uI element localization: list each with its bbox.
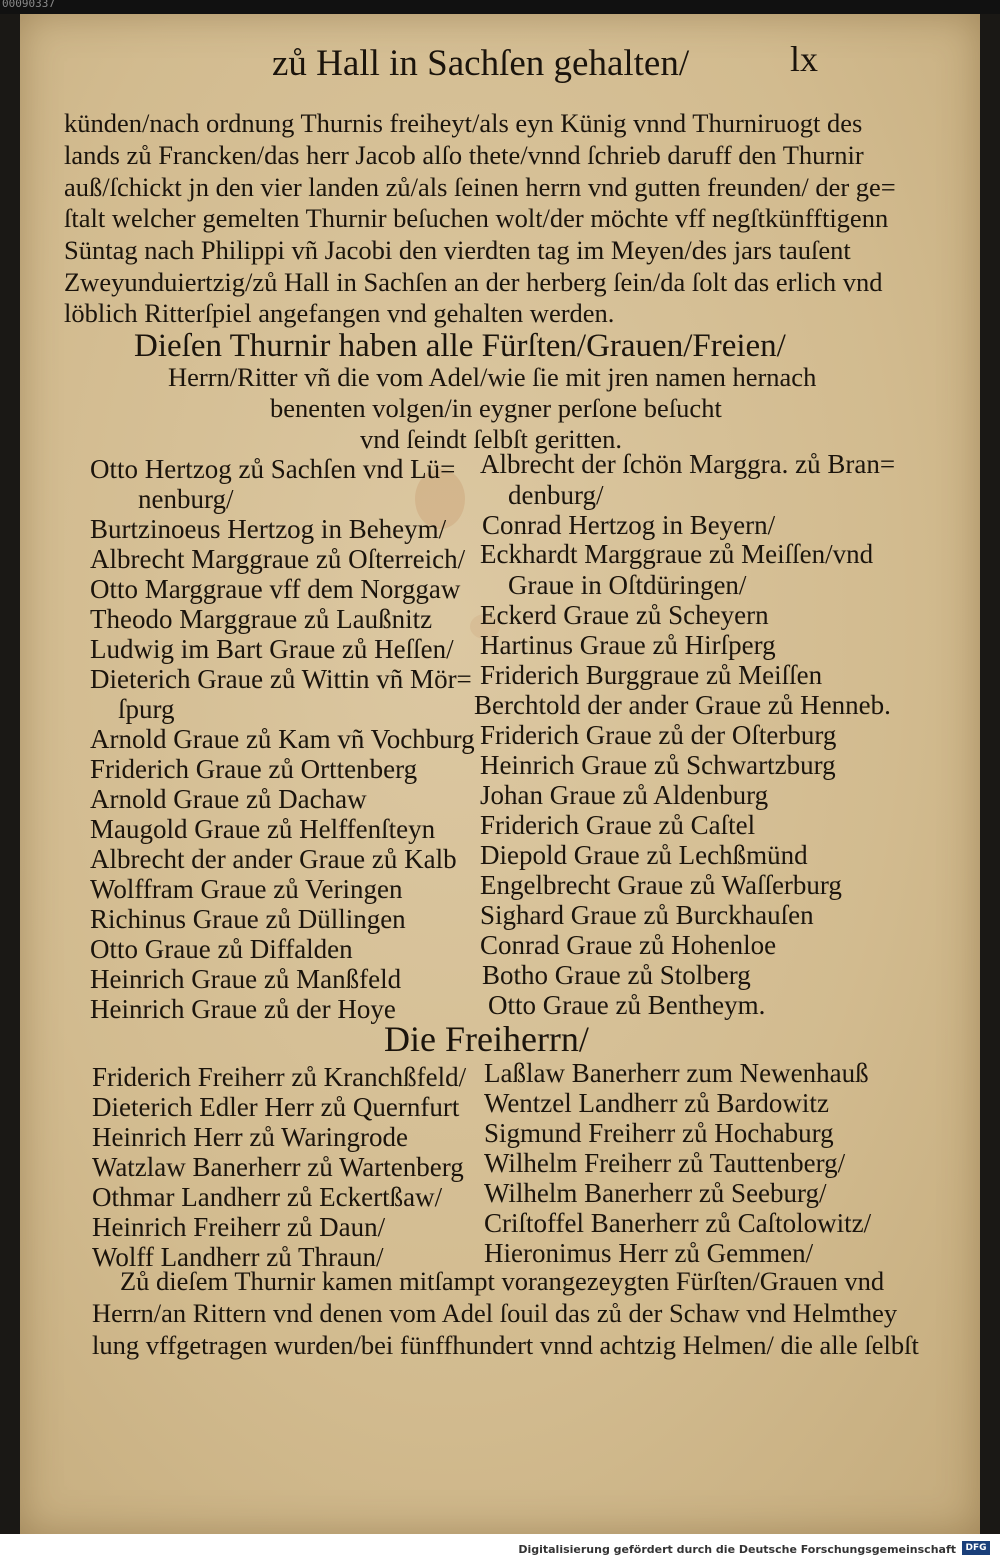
- intro-line: Süntag nach Philippi vñ Jacobi den vierdten tag im Meyen/des jars tauſent: [64, 235, 851, 265]
- noble-name: denburg/: [508, 480, 604, 510]
- closing-line: Herrn/an Rittern vnd denen vom Adel ſouil das zů der Schaw vnd Helmthey: [92, 1298, 898, 1328]
- noble-name: Burtzinoeus Hertzog in Beheym/: [90, 514, 447, 544]
- noble-name: Otto Marggraue vff dem Norggaw: [90, 574, 461, 604]
- noble-name: Richinus Graue zů Düllingen: [90, 904, 406, 934]
- noble-name: Dieterich Graue zů Wittin vñ Mör=: [90, 664, 472, 694]
- dfg-logo: DFG: [962, 1541, 990, 1555]
- section-heading-line: Herrn/Ritter vñ die vom Adel/wie ſie mit jren namen hernach: [168, 362, 817, 392]
- noble-name: Engelbrecht Graue zů Waſſerburg: [480, 870, 842, 900]
- noble-name: Diepold Graue zů Lechßmünd: [480, 840, 808, 870]
- noble-name: Eckerd Graue zů Scheyern: [480, 600, 769, 630]
- closing-line: Zů dieſem Thurnir kamen mitſampt vorangezeygten Fürſten/Grauen vnd: [120, 1266, 885, 1296]
- intro-line: auß/ſchickt jn den vier landen zů/als ſeinen herrn vnd gutten freunden/ der ge=: [64, 172, 896, 202]
- noble-name: Heinrich Graue zů Schwartzburg: [480, 750, 836, 780]
- intro-line: lands zů Francken/das herr Jacob alſo thete/vnnd ſchrieb daruff den Thurnir: [64, 140, 864, 170]
- intro-line: löblich Ritterſpiel angefangen vnd gehalten werden.: [64, 298, 615, 328]
- noble-name: Friderich Graue zů Caſtel: [480, 810, 756, 840]
- freiherr-name: Othmar Landherr zů Eckertßaw/: [92, 1182, 443, 1212]
- freiherrn-heading: Die Freiherrn/: [384, 1019, 589, 1059]
- noble-name: Sighard Graue zů Burckhauſen: [480, 900, 814, 930]
- noble-name: Conrad Hertzog in Beyern/: [482, 510, 776, 540]
- noble-name: Otto Graue zů Diffalden: [90, 934, 353, 964]
- freiherr-name: Wolff Landherr zů Thraun/: [92, 1242, 384, 1272]
- intro-line: ſtalt welcher gemelten Thurnir beſuchen wolt/der möchte vff negſtkünfftigenn: [64, 203, 889, 233]
- section-heading: Dieſen Thurnir haben alle Fürſten/Grauen/Freien/: [134, 328, 786, 364]
- section-heading-line: vnd ſeindt ſelbſt geritten.: [360, 424, 622, 454]
- noble-name: Heinrich Graue zů der Hoye: [90, 994, 396, 1024]
- noble-name: Botho Graue zů Stolberg: [482, 960, 751, 990]
- footer-bar: [0, 1534, 1000, 1562]
- freiherr-name: Heinrich Herr zů Waringrode: [92, 1122, 408, 1152]
- noble-name: Eckhardt Marggraue zů Meiſſen/vnd: [480, 539, 874, 569]
- noble-name: Berchtold der ander Graue zů Henneb.: [474, 690, 891, 720]
- freiherr-name: Hieronimus Herr zů Gemmen/: [484, 1238, 814, 1268]
- freiherr-name: Criſtoffel Banerherr zů Caſtolowitz/: [484, 1208, 872, 1238]
- running-head: zů Hall in Sachſen gehalten/: [272, 43, 690, 84]
- noble-name: Graue in Oſtdüringen/: [508, 570, 747, 600]
- noble-name: Heinrich Graue zů Manßfeld: [90, 964, 402, 994]
- noble-name: Johan Graue zů Aldenburg: [480, 780, 769, 810]
- noble-name: Friderich Graue zů der Oſterburg: [480, 720, 837, 750]
- noble-name: ſpurg: [118, 694, 175, 724]
- noble-name: Friderich Graue zů Orttenberg: [90, 754, 418, 784]
- noble-name: Theodo Marggraue zů Laußnitz: [90, 604, 433, 634]
- noble-name: Conrad Graue zů Hohenloe: [480, 930, 777, 960]
- freiherr-name: Wilhelm Banerherr zů Seeburg/: [484, 1178, 827, 1208]
- noble-name: Friderich Burggraue zů Meiſſen: [480, 660, 823, 690]
- freiherr-name: Laßlaw Banerherr zum Newenhauß: [484, 1058, 869, 1088]
- noble-name: Wolffram Graue zů Veringen: [90, 874, 403, 904]
- scan-top-bar: [0, 0, 1000, 14]
- closing-line: lung vffgetragen wurden/bei fünffhundert vnnd achtzig Helmen/ die alle ſelbſt: [92, 1330, 919, 1360]
- freiherr-name: Wilhelm Freiherr zů Tauttenberg/: [484, 1148, 846, 1178]
- freiherr-name: Watzlaw Banerherr zů Wartenberg: [92, 1152, 464, 1182]
- noble-name: Arnold Graue zů Kam vñ Vochburg: [90, 724, 475, 754]
- intro-line: künden/nach ordnung Thurnis freiheyt/als eyn Künig vnnd Thurniruogt des: [64, 108, 863, 138]
- folio-number: lx: [790, 39, 819, 79]
- intro-line: Zweyunduiertzig/zů Hall in Sachſen an der herberg ſein/da ſolt das erlich vnd: [64, 267, 883, 297]
- freiherr-name: Wentzel Landherr zů Bardowitz: [484, 1088, 829, 1118]
- noble-name: Hartinus Graue zů Hirſperg: [480, 630, 776, 660]
- freiherr-name: Friderich Freiherr zů Kranchßfeld/: [92, 1062, 467, 1092]
- noble-name: Arnold Graue zů Dachaw: [90, 784, 367, 814]
- freiherr-name: Dieterich Edler Herr zů Quernfurt: [92, 1092, 460, 1122]
- noble-name: Albrecht der ander Graue zů Kalb: [90, 844, 457, 874]
- funding-credit: Digitalisierung gefördert durch die Deutsche Forschungsgemeinschaft: [518, 1543, 956, 1556]
- noble-name: Maugold Graue zů Helffenſteyn: [90, 814, 436, 844]
- section-heading-line: benenten volgen/in eygner perſone beſucht: [270, 393, 722, 423]
- noble-name: Ludwig im Bart Graue zů Heſſen/: [90, 634, 454, 664]
- scan-id: 00090337: [2, 0, 55, 10]
- noble-name: Otto Graue zů Bentheym.: [488, 990, 766, 1020]
- noble-name: Albrecht Marggraue zů Oſterreich/: [90, 544, 466, 574]
- freiherr-name: Heinrich Freiherr zů Daun/: [92, 1212, 386, 1242]
- noble-name: Albrecht der ſchön Marggra. zů Bran=: [480, 449, 896, 479]
- noble-name: nenburg/: [138, 484, 234, 514]
- noble-name: Otto Hertzog zů Sachſen vnd Lü=: [90, 454, 456, 484]
- freiherr-name: Sigmund Freiherr zů Hochaburg: [484, 1118, 834, 1148]
